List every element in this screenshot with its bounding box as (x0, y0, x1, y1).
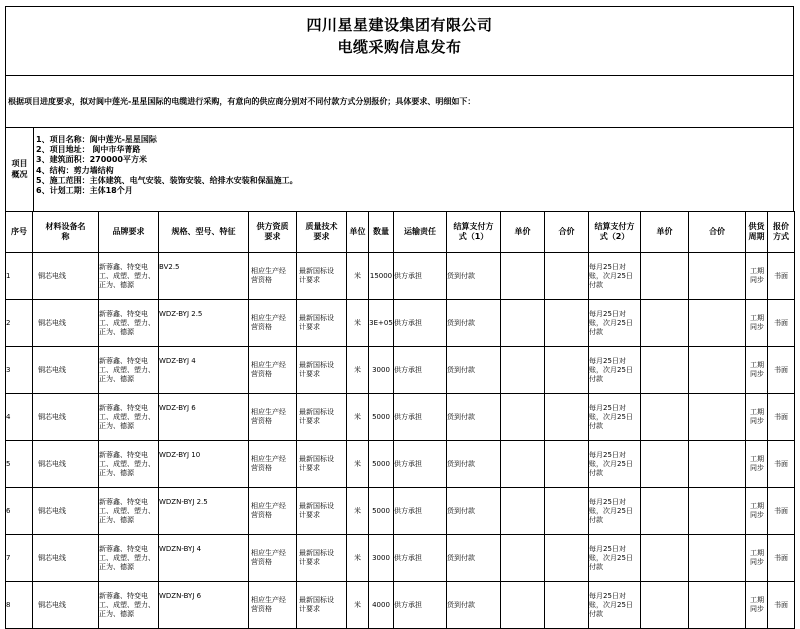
cell-cycle-text: 工期同步 (750, 502, 764, 519)
cell-total1 (545, 488, 589, 535)
cell-transport: 供方承担 (394, 253, 447, 300)
col-header (297, 212, 347, 253)
cell-unit: 米 (347, 347, 369, 394)
col-header: 运输责任 (394, 212, 447, 253)
cell-price1 (501, 394, 545, 441)
cell-brand (99, 394, 159, 441)
cell-brand (99, 441, 159, 488)
cell-total1 (545, 582, 589, 629)
cell-tech-text: 最新国标设计要求 (299, 596, 334, 613)
cell-cycle (746, 394, 768, 441)
cell-brand-text: 新蓉鑫、特变电工、成塑、塑力、正为、德源 (99, 262, 155, 289)
cell-price1 (501, 582, 545, 629)
col-header (249, 212, 297, 253)
cell-price2 (641, 394, 689, 441)
cell-spec: WDZN-BYJ 6 (159, 582, 249, 629)
cell-no: 7 (6, 535, 33, 582)
cell-brand-text: 新蓉鑫、特变电工、成塑、塑力、正为、德源 (99, 544, 155, 571)
cell-pay1: 货到付款 (447, 441, 501, 488)
cell-price2 (641, 535, 689, 582)
cell-total2 (689, 300, 746, 347)
col-header: 合价 (689, 212, 746, 253)
cell-transport: 供方承担 (394, 535, 447, 582)
cell-spec: WDZ-BYJ 10 (159, 441, 249, 488)
cell-unit: 米 (347, 253, 369, 300)
cell-qual-text: 相应生产经营资格 (251, 314, 286, 331)
cell-pay1: 货到付款 (447, 300, 501, 347)
cell-pay2 (589, 394, 641, 441)
cell-pay1: 货到付款 (447, 535, 501, 582)
cell-spec: WDZN-BYJ 4 (159, 535, 249, 582)
cell-qual (249, 394, 297, 441)
col-header: 合价 (545, 212, 589, 253)
cell-total2 (689, 347, 746, 394)
cell-tech (297, 535, 347, 582)
cell-total2 (689, 441, 746, 488)
cell-brand (99, 347, 159, 394)
cell-price2 (641, 441, 689, 488)
cell-qual-text: 相应生产经营资格 (251, 502, 286, 519)
col-header-text: 结算支付方式（1） (453, 222, 494, 241)
table-row (6, 394, 795, 441)
cell-qual (249, 582, 297, 629)
table-row (6, 488, 795, 535)
table-row (6, 347, 795, 394)
cell-pay2-text: 每月25日对账，次月25日付款 (589, 356, 633, 383)
cell-total2 (689, 535, 746, 582)
cell-price1 (501, 300, 545, 347)
cell-pay1: 货到付款 (447, 394, 501, 441)
cell-qual (249, 535, 297, 582)
cell-qual-text: 相应生产经营资格 (251, 361, 286, 378)
overview-line: 4、结构：剪力墙结构 (36, 165, 114, 175)
cell-tech-text: 最新国标设计要求 (299, 408, 334, 425)
cell-unit: 米 (347, 394, 369, 441)
cell-no: 2 (6, 300, 33, 347)
cell-spec: WDZ-BYJ 4 (159, 347, 249, 394)
cell-qual (249, 441, 297, 488)
cell-tech (297, 582, 347, 629)
cell-brand (99, 535, 159, 582)
project-overview (5, 127, 794, 212)
overview-line: 3、建筑面积：270000平方米 (36, 155, 147, 165)
cell-name: 铜芯电线 (33, 347, 99, 394)
cell-qual-text: 相应生产经营资格 (251, 596, 286, 613)
cell-qual (249, 253, 297, 300)
cell-pay1: 货到付款 (447, 582, 501, 629)
col-header (746, 212, 768, 253)
cell-qty: 5000 (369, 441, 394, 488)
cell-transport: 供方承担 (394, 488, 447, 535)
cell-qual-text: 相应生产经营资格 (251, 408, 286, 425)
overview-line: 2、项目地址： 阆中市华菁路 (36, 145, 141, 155)
cell-total1 (545, 347, 589, 394)
cell-pay1: 货到付款 (447, 347, 501, 394)
cell-tech-text: 最新国标设计要求 (299, 267, 334, 284)
overview-line: 1、项目名称：阆中莲光-星星国际 (36, 135, 157, 144)
cell-pay2 (589, 253, 641, 300)
cell-quote: 书面 (768, 300, 795, 347)
cell-pay2 (589, 441, 641, 488)
cell-pay2-text: 每月25日对账，次月25日付款 (589, 403, 633, 430)
col-header: 序号 (6, 212, 33, 253)
cell-pay2 (589, 582, 641, 629)
cell-unit: 米 (347, 488, 369, 535)
overview-line: 6、计划工期：主体18个月 (36, 186, 133, 196)
cell-no: 8 (6, 582, 33, 629)
cell-no: 5 (6, 441, 33, 488)
col-header (589, 212, 641, 253)
cell-pay2 (589, 300, 641, 347)
cell-qty: 5000 (369, 488, 394, 535)
title-block (5, 6, 794, 76)
cell-no: 3 (6, 347, 33, 394)
cell-cycle (746, 441, 768, 488)
table-row (6, 300, 795, 347)
cell-price2 (641, 582, 689, 629)
cell-transport: 供方承担 (394, 347, 447, 394)
cell-brand-text: 新蓉鑫、特变电工、成塑、塑力、正为、德源 (99, 591, 155, 618)
cell-pay2-text: 每月25日对账，次月25日付款 (589, 450, 633, 477)
cell-brand-text: 新蓉鑫、特变电工、成塑、塑力、正为、德源 (99, 356, 155, 383)
cell-brand (99, 253, 159, 300)
cell-qty: 3E+05 (369, 300, 394, 347)
cell-price1 (501, 253, 545, 300)
cell-quote: 书面 (768, 488, 795, 535)
cell-cycle-text: 工期同步 (750, 314, 764, 331)
procurement-table (5, 211, 795, 629)
table-row (6, 441, 795, 488)
cell-pay1: 货到付款 (447, 253, 501, 300)
spreadsheet-sheet (5, 6, 794, 618)
cell-spec: WDZN-BYJ 2.5 (159, 488, 249, 535)
intro-block (5, 74, 794, 128)
cell-quote: 书面 (768, 441, 795, 488)
cell-cycle-text: 工期同步 (750, 408, 764, 425)
cell-total2 (689, 253, 746, 300)
cell-name: 铜芯电线 (33, 394, 99, 441)
cell-qty: 15000 (369, 253, 394, 300)
cell-total1 (545, 300, 589, 347)
col-header (768, 212, 795, 253)
col-header-text: 供货周期 (748, 222, 765, 241)
cell-brand (99, 300, 159, 347)
cell-tech (297, 253, 347, 300)
cell-cycle-text: 工期同步 (750, 596, 764, 613)
cell-cycle (746, 535, 768, 582)
cell-qty: 3000 (369, 347, 394, 394)
cell-pay2-text: 每月25日对账，次月25日付款 (589, 309, 633, 336)
cell-pay2 (589, 535, 641, 582)
col-header (33, 212, 99, 253)
cell-qual-text: 相应生产经营资格 (251, 549, 286, 566)
col-header: 单价 (501, 212, 545, 253)
cell-brand-text: 新蓉鑫、特变电工、成塑、塑力、正为、德源 (99, 309, 155, 336)
cell-quote: 书面 (768, 253, 795, 300)
cell-brand-text: 新蓉鑫、特变电工、成塑、塑力、正为、德源 (99, 497, 155, 524)
cell-no: 6 (6, 488, 33, 535)
cell-brand-text: 新蓉鑫、特变电工、成塑、塑力、正为、德源 (99, 450, 155, 477)
cell-price2 (641, 488, 689, 535)
cell-qty: 3000 (369, 535, 394, 582)
cell-unit: 米 (347, 535, 369, 582)
col-header-text: 材料设备名称 (45, 222, 86, 241)
cell-qual (249, 488, 297, 535)
cell-pay2-text: 每月25日对账，次月25日付款 (589, 544, 633, 571)
table-row (6, 582, 795, 629)
overview-line: 5、施工范围：主体建筑、电气安装、装饰安装、给排水安装和保温施工。 (36, 175, 298, 185)
overview-lines (36, 135, 298, 196)
cell-brand (99, 488, 159, 535)
intro-text: 根据项目进度要求，拟对阆中莲光-星星国际的电缆进行采购，有意向的供应商分别对不同付款方式分别报价；具体要求、明细如下： (8, 97, 476, 106)
cell-total1 (545, 253, 589, 300)
col-header: 品牌要求 (99, 212, 159, 253)
cell-unit: 米 (347, 441, 369, 488)
cell-total1 (545, 535, 589, 582)
cell-qty: 4000 (369, 582, 394, 629)
cell-tech (297, 300, 347, 347)
cell-quote: 书面 (768, 582, 795, 629)
cell-quote: 书面 (768, 347, 795, 394)
col-header: 单位 (347, 212, 369, 253)
cell-tech (297, 488, 347, 535)
document-subtitle: 电缆采购信息发布 (337, 38, 462, 56)
overview-label-text: 项目概况 (11, 159, 28, 179)
cell-name: 铜芯电线 (33, 441, 99, 488)
cell-price2 (641, 347, 689, 394)
cell-pay2 (589, 488, 641, 535)
table-row (6, 253, 795, 300)
cell-tech-text: 最新国标设计要求 (299, 361, 334, 378)
cell-quote: 书面 (768, 394, 795, 441)
cell-spec: WDZ-BYJ 2.5 (159, 300, 249, 347)
cell-price1 (501, 488, 545, 535)
cell-name: 铜芯电线 (33, 488, 99, 535)
table-header-row (6, 212, 795, 253)
cell-qual-text: 相应生产经营资格 (251, 267, 286, 284)
cell-tech (297, 394, 347, 441)
cell-pay2-text: 每月25日对账，次月25日付款 (589, 262, 633, 289)
col-header: 单价 (641, 212, 689, 253)
cell-cycle (746, 347, 768, 394)
cell-qual (249, 300, 297, 347)
cell-total1 (545, 441, 589, 488)
cell-brand-text: 新蓉鑫、特变电工、成塑、塑力、正为、德源 (99, 403, 155, 430)
cell-no: 1 (6, 253, 33, 300)
cell-price1 (501, 535, 545, 582)
cell-tech-text: 最新国标设计要求 (299, 314, 334, 331)
overview-label (6, 127, 34, 211)
cell-qty: 5000 (369, 394, 394, 441)
cell-tech (297, 441, 347, 488)
table-row (6, 535, 795, 582)
cell-cycle (746, 300, 768, 347)
cell-cycle (746, 253, 768, 300)
cell-total2 (689, 394, 746, 441)
cell-tech-text: 最新国标设计要求 (299, 502, 334, 519)
cell-cycle-text: 工期同步 (750, 361, 764, 378)
cell-no: 4 (6, 394, 33, 441)
cell-price2 (641, 253, 689, 300)
cell-total2 (689, 582, 746, 629)
col-header: 数量 (369, 212, 394, 253)
col-header-text: 供方资质要求 (256, 222, 289, 241)
cell-brand (99, 582, 159, 629)
cell-spec: WDZ-BYJ 6 (159, 394, 249, 441)
table-body (6, 253, 795, 629)
cell-qual-text: 相应生产经营资格 (251, 455, 286, 472)
cell-transport: 供方承担 (394, 394, 447, 441)
cell-name: 铜芯电线 (33, 535, 99, 582)
cell-tech-text: 最新国标设计要求 (299, 455, 334, 472)
cell-quote: 书面 (768, 535, 795, 582)
cell-name: 铜芯电线 (33, 253, 99, 300)
col-header-text: 结算支付方式（2） (594, 222, 635, 241)
cell-cycle (746, 582, 768, 629)
cell-spec: BV2.5 (159, 253, 249, 300)
cell-unit: 米 (347, 300, 369, 347)
cell-price2 (641, 300, 689, 347)
cell-transport: 供方承担 (394, 300, 447, 347)
cell-unit: 米 (347, 582, 369, 629)
cell-transport: 供方承担 (394, 582, 447, 629)
cell-price1 (501, 441, 545, 488)
cell-cycle-text: 工期同步 (750, 455, 764, 472)
company-title: 四川星星建设集团有限公司 (306, 16, 493, 34)
cell-tech (297, 347, 347, 394)
cell-name: 铜芯电线 (33, 300, 99, 347)
cell-name: 铜芯电线 (33, 582, 99, 629)
col-header-text: 质量技术要求 (305, 222, 338, 241)
cell-transport: 供方承担 (394, 441, 447, 488)
col-header-text: 报价方式 (773, 222, 789, 241)
col-header (447, 212, 501, 253)
cell-qual (249, 347, 297, 394)
cell-total1 (545, 394, 589, 441)
col-header: 规格、型号、特征 (159, 212, 249, 253)
cell-pay1: 货到付款 (447, 488, 501, 535)
cell-total2 (689, 488, 746, 535)
cell-cycle-text: 工期同步 (750, 549, 764, 566)
cell-price1 (501, 347, 545, 394)
cell-pay2-text: 每月25日对账，次月25日付款 (589, 497, 633, 524)
cell-pay2 (589, 347, 641, 394)
cell-pay2-text: 每月25日对账，次月25日付款 (589, 591, 633, 618)
cell-cycle-text: 工期同步 (750, 267, 764, 284)
cell-tech-text: 最新国标设计要求 (299, 549, 334, 566)
cell-cycle (746, 488, 768, 535)
